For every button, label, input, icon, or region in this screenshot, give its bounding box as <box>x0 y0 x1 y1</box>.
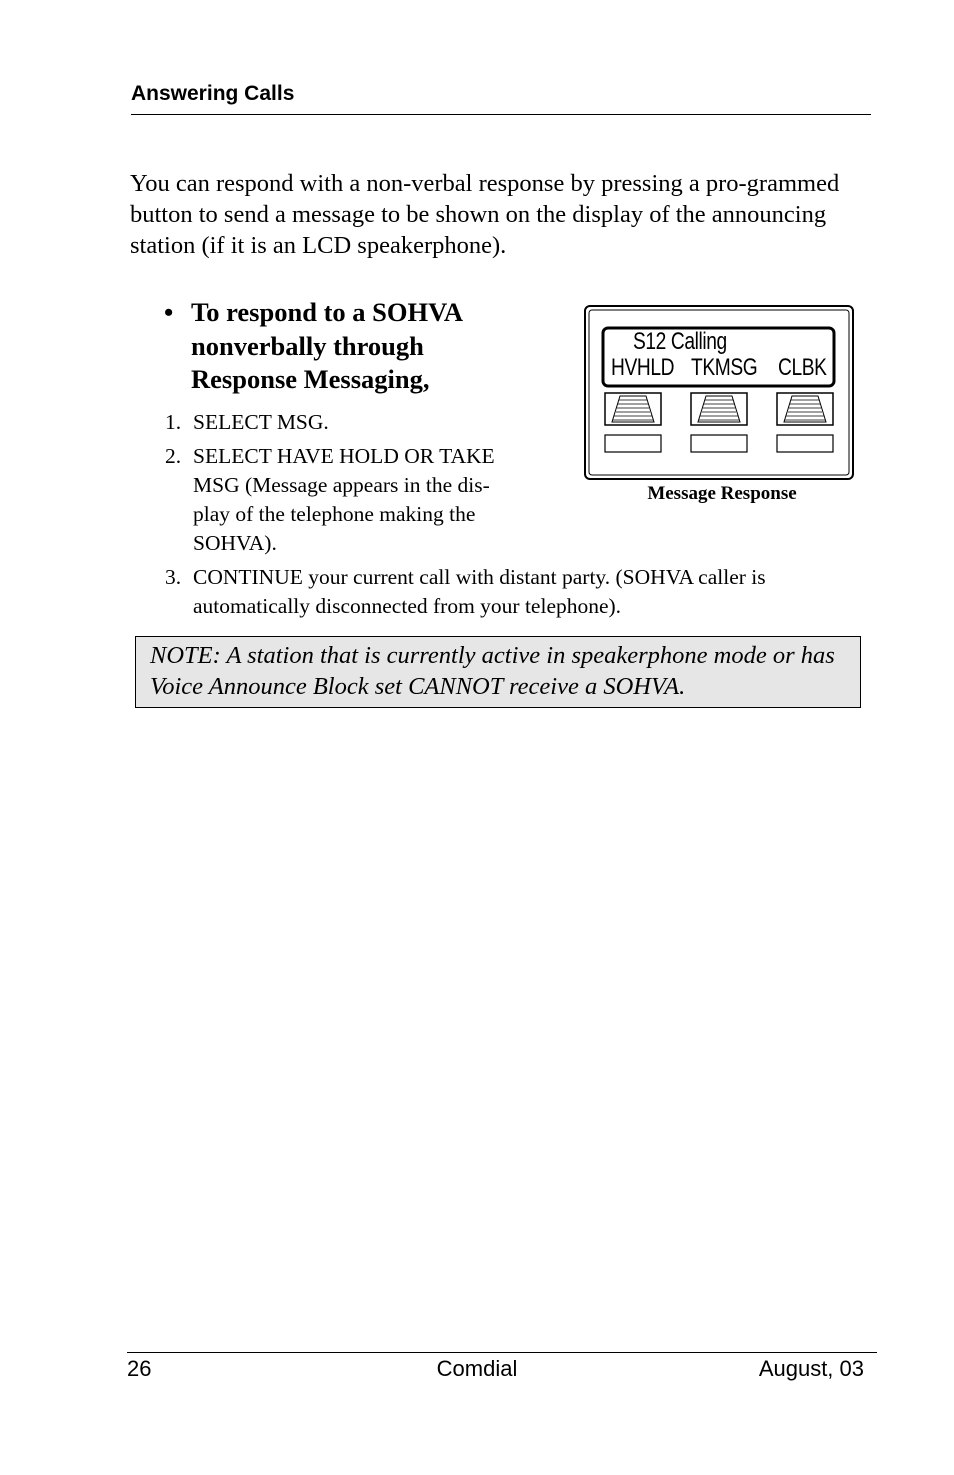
step-number: 1. <box>165 410 182 434</box>
step-line: automatically disconnected from your telephone). <box>193 594 622 618</box>
note-text: NOTE: A station that is currently active in speakerphone mode or has Voice Announce Block set CANNOT receive a SOHVA. <box>150 642 835 700</box>
procedure-heading <box>164 296 551 397</box>
step-1 <box>165 408 329 437</box>
softkey-label-take-message: TKMSG <box>691 354 758 381</box>
step-2 <box>165 442 560 558</box>
footer-date: August, 03 <box>758 1356 864 1381</box>
step-number: 3. <box>165 565 182 589</box>
figure-caption: Message Response <box>647 483 797 504</box>
note-box <box>135 636 861 708</box>
bullet: • <box>164 297 174 327</box>
page-header-title: Answering Calls <box>131 82 295 105</box>
softkey-label-have-hold: HVHLD <box>611 354 675 381</box>
led-indicator-3 <box>777 435 833 452</box>
step-line: SELECT HAVE HOLD OR TAKE <box>193 444 495 468</box>
intro-paragraph: You can respond with a non-verbal response by pressing a pro-grammed button to send a message to be shown on the display of the announcing station (if it is an LCD speakerphone). <box>130 170 840 259</box>
led-indicator-1 <box>605 435 661 452</box>
softkey-label-call-back: CLBK <box>778 354 827 381</box>
lcd-status-text: S12 Calling <box>633 328 727 355</box>
heading-line: To respond to a SOHVA <box>191 297 463 327</box>
step-line: play of the telephone making the <box>193 502 476 526</box>
softkey-button-3[interactable] <box>777 393 833 425</box>
step-line: MSG (Message appears in the dis- <box>193 473 490 497</box>
softkey-button-2[interactable] <box>691 393 747 425</box>
header-divider <box>131 114 871 115</box>
softkey-button-1[interactable] <box>605 393 661 425</box>
step-line: SELECT MSG. <box>193 410 329 434</box>
heading-line: Response Messaging, <box>191 364 430 394</box>
heading-line: nonverbally through <box>191 330 424 361</box>
footer-page-number: 26 <box>127 1356 152 1381</box>
step-line: CONTINUE your current call with distant party. (SOHVA caller is <box>193 565 766 589</box>
led-indicator-2 <box>691 435 747 452</box>
step-number: 2. <box>165 444 182 468</box>
footer-company: Comdial <box>436 1356 518 1381</box>
footer-divider <box>127 1352 877 1353</box>
step-3 <box>165 563 865 621</box>
step-line: SOHVA). <box>193 531 277 555</box>
